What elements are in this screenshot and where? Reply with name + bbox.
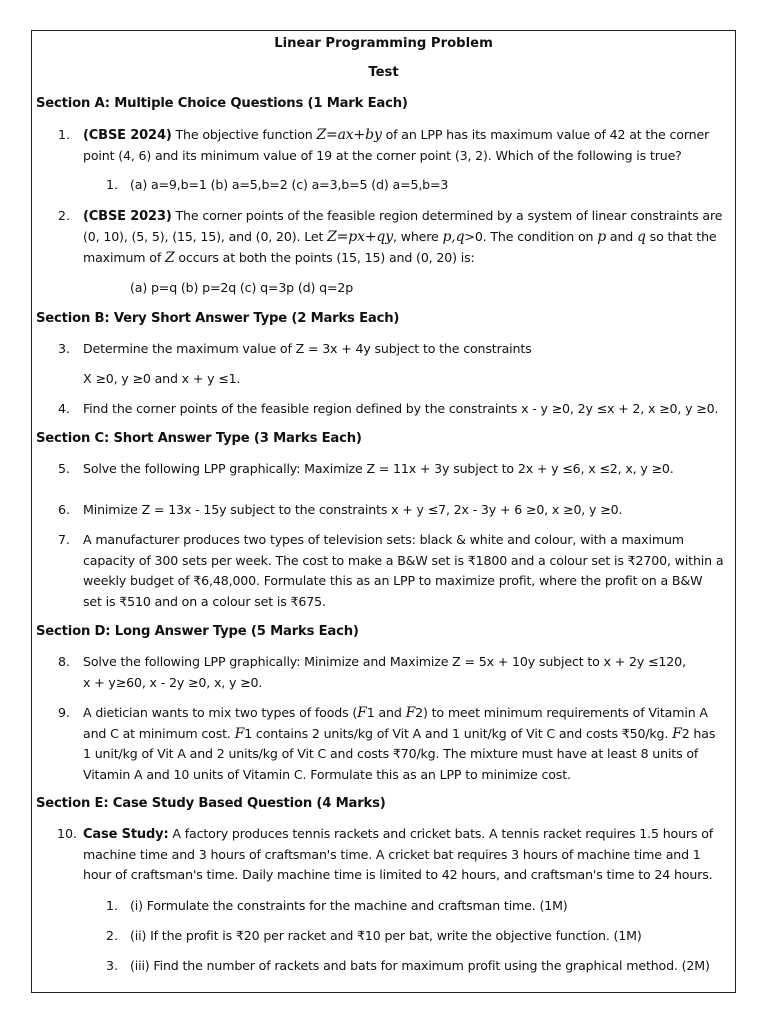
q9-line2a: and C at minimum cost. [83, 726, 231, 741]
q1-text-post: of an LPP has its maximum value of 42 at the corner [385, 127, 710, 142]
q9-line2b: 1 contains 2 units/kg of Vit A and 1 unit/kg of Vit C and costs ₹50/kg. [244, 726, 669, 741]
q2-line2a: (0, 10), (5, 5), (15, 15), and (0, 20). Let [83, 229, 324, 244]
q10-sub3-text: (iii) Find the number of rackets and bats for maximum profit using the graphical method. (2M) [130, 958, 710, 973]
q10-line3: hour of craftsman's time. Daily machine time is limited to 42 hours, and craftsman's time to 24 hours. [83, 867, 713, 882]
q2-math5: Z [164, 250, 175, 266]
q2-math4: q [636, 229, 646, 245]
q2-line1-text: The corner points of the feasible region determined by a system of linear constraints are [175, 208, 723, 223]
q10-tag: Case Study: [83, 827, 169, 842]
q1-options: (a) a=9,b=1 (b) a=5,b=2 (c) a=3,b=5 (d) a=5,b=3 [130, 177, 449, 192]
q7-line4: set is ₹510 and on a colour set is ₹675. [83, 594, 326, 609]
page-subtitle: Test [368, 65, 399, 80]
q2-options: (a) p=q (b) p=2q (c) q=3p (d) q=2p [130, 280, 354, 295]
q8-number: 8. [57, 654, 70, 669]
section-a-heading: Section A: Multiple Choice Questions (1 Mark Each) [36, 96, 408, 111]
q10-line1 [83, 823, 713, 845]
q2-line3a: maximum of [83, 250, 162, 265]
q4-line1: Find the corner points of the feasible region defined by the constraints x - y ≥0, 2y ≤x + 2, x ≥0, y ≥0. [83, 401, 719, 416]
q9-line1a: A dietician wants to mix two types of foods ( [83, 705, 358, 720]
q1-text-pre: The objective function [175, 127, 313, 142]
q9-line1b: 1 and [366, 705, 402, 720]
q2-math1: Z=px+qy [327, 229, 393, 245]
q10-line1-text: A factory produces tennis rackets and cricket bats. A tennis racket requires 1.5 hours of [172, 826, 714, 841]
q6-number: 6. [57, 502, 70, 517]
q3-line1: Determine the maximum value of Z = 3x + 4y subject to the constraints [83, 341, 532, 356]
page-title: Linear Programming Problem [274, 36, 493, 51]
q9-line1c: 2) to meet minimum requirements of Vitamin A [415, 705, 708, 720]
q9-line4: Vitamin A and 10 units of Vitamin C. Formulate this as an LPP to minimize cost. [83, 767, 571, 782]
section-c-heading: Section C: Short Answer Type (3 Marks Each) [36, 431, 362, 446]
q9-f4: F [672, 726, 682, 742]
q1-math: Z=ax+by [316, 127, 382, 143]
section-d-heading: Section D: Long Answer Type (5 Marks Each) [36, 624, 359, 639]
q8-line2: x + y≥60, x - 2y ≥0, x, y ≥0. [83, 675, 263, 690]
q2-line2b: , where [392, 229, 439, 244]
q2-line3b: occurs at both the points (15, 15) and (0, 20) is: [178, 250, 475, 265]
q5-line1: Solve the following LPP graphically: Maximize Z = 11x + 3y subject to 2x + y ≤6, x ≤2, x, y ≥0. [83, 461, 674, 476]
q3-number: 3. [57, 341, 70, 356]
q2-line1 [83, 205, 722, 227]
q10-line2: machine time and 3 hours of craftsman's time. A cricket bat requires 3 hours of machine time and 1 [83, 847, 701, 862]
q2-math2: p,q [442, 229, 465, 245]
q2-number: 2. [57, 208, 70, 223]
q2-tag: (CBSE 2023) [83, 209, 172, 224]
q1-number: 1. [57, 127, 70, 142]
q6-line1: Minimize Z = 13x - 15y subject to the constraints x + y ≤7, 2x - 3y + 6 ≥0, x ≥0, y ≥0. [83, 502, 623, 517]
q10-sub2-text: (ii) If the profit is ₹20 per racket and ₹10 per bat, write the objective function. (1M) [130, 928, 642, 943]
q2-math3: p [597, 229, 607, 245]
q2-line2 [83, 226, 717, 248]
q2-line3 [83, 247, 475, 269]
section-b-heading: Section B: Very Short Answer Type (2 Marks Each) [36, 311, 400, 326]
q10-sub2-number: 2. [105, 928, 118, 943]
q7-number: 7. [57, 532, 70, 547]
q7-line1: A manufacturer produces two types of television sets: black & white and colour, with a maximum [83, 532, 684, 547]
q1-line1 [83, 124, 709, 146]
q9-line1 [83, 702, 708, 724]
q2-line2d: and [609, 229, 634, 244]
q2-line2e: so that the [649, 229, 717, 244]
q1-tag: (CBSE 2024) [83, 128, 172, 143]
q10-sub1-number: 1. [105, 898, 118, 913]
q9-f2: F [405, 705, 416, 721]
q1-options-number: 1. [105, 177, 118, 192]
q7-line3: weekly budget of ₹6,48,000. Formulate this as an LPP to maximize profit, where the profit on a B&W [83, 573, 703, 588]
q9-line2 [83, 723, 715, 745]
q9-line2c: 2 has [681, 726, 716, 741]
q7-line2: capacity of 300 sets per week. The cost to make a B&W set is ₹1800 and a colour set is ₹2700, within a [83, 553, 724, 568]
q8-line1: Solve the following LPP graphically: Minimize and Maximize Z = 5x + 10y subject to x + 2y ≤120, [83, 654, 686, 669]
q9-number: 9. [57, 705, 70, 720]
q1-line2: point (4, 6) and its minimum value of 19 at the corner point (3, 2). Which of the following is true? [83, 148, 682, 163]
q2-line2c: >0. The condition on [464, 229, 594, 244]
q5-number: 5. [57, 461, 70, 476]
q3-line2: X ≥0, y ≥0 and x + y ≤1. [83, 371, 241, 386]
q10-number: 10. [56, 826, 77, 841]
q4-number: 4. [57, 401, 70, 416]
q9-line3: 1 unit/kg of Vit A and 2 units/kg of Vit C and costs ₹70/kg. The mixture must have at least 8 units of [83, 746, 699, 761]
q9-f3: F [234, 726, 245, 742]
q10-sub1-text: (i) Formulate the constraints for the machine and craftsman time. (1M) [130, 898, 568, 913]
q10-sub3-number: 3. [105, 958, 118, 973]
q9-f1: F [357, 705, 367, 721]
section-e-heading: Section E: Case Study Based Question (4 Marks) [36, 796, 386, 811]
